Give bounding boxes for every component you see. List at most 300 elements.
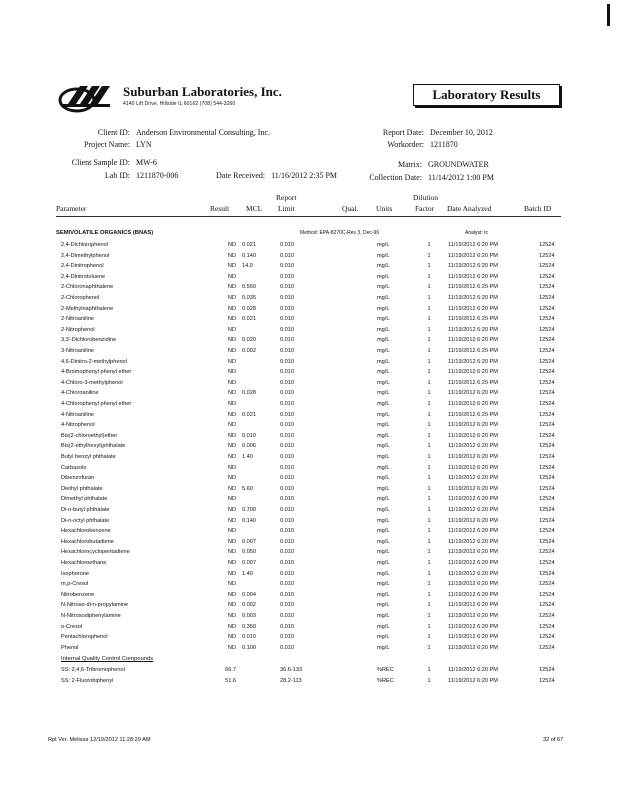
parameter-cell: Bis(2-chloroethyl)ether: [61, 432, 118, 439]
date-analyzed-cell: 11/19/2012 6:20 PM: [448, 284, 498, 291]
dilution-cell: 1: [427, 284, 431, 291]
table-row: [0, 263, 618, 274]
parameter-cell: 4-Chloro-3-methylphenol: [61, 379, 123, 386]
result-cell: ND: [227, 623, 236, 630]
report-limit-cell: 0.010: [280, 464, 294, 471]
parameter-cell: Carbazole: [61, 464, 87, 471]
dilution-cell: 1: [427, 443, 431, 450]
result-cell: ND: [227, 284, 236, 291]
parameter-cell: Hexachloroethane: [61, 560, 107, 566]
dilution-cell: 1: [427, 549, 431, 556]
dilution-cell: 1: [427, 517, 431, 524]
dilution-cell: 1: [427, 634, 431, 641]
col-dilution-line2: Factor: [415, 204, 435, 213]
date-analyzed-cell: 11/19/2012 6:20 PM: [448, 581, 498, 588]
units-cell: %REC: [377, 677, 394, 684]
units-cell: mg/L: [377, 602, 390, 609]
units-cell: mg/L: [377, 348, 390, 354]
dilution-cell: 1: [427, 507, 431, 513]
col-dilution-line1: Dilution: [413, 193, 439, 202]
collection-date-line: [362, 173, 494, 182]
report-limit-cell: 0.010: [280, 602, 294, 609]
batch-id-cell: 12524: [539, 507, 555, 513]
report-limit-cell: 0.010: [280, 560, 294, 566]
result-cell: 51.6: [225, 677, 236, 684]
batch-id-cell: 12524: [539, 422, 555, 429]
dilution-cell: 1: [427, 242, 431, 248]
table-row: [0, 284, 618, 295]
table-row: [0, 571, 618, 582]
mcl-cell: 0.050: [242, 549, 256, 556]
batch-id-cell: 12524: [539, 348, 555, 354]
table-row: [0, 359, 618, 370]
report-limit-cell: 0.010: [280, 358, 294, 365]
dilution-cell: 1: [427, 273, 431, 280]
result-cell: ND: [227, 528, 236, 535]
result-cell: ND: [227, 273, 236, 280]
units-cell: mg/L: [377, 422, 390, 429]
units-cell: mg/L: [377, 305, 390, 312]
dilution-cell: 1: [427, 316, 431, 323]
result-cell: ND: [227, 443, 236, 450]
units-cell: mg/L: [377, 252, 390, 259]
client-sample-id-line: [54, 158, 157, 167]
dilution-cell: 1: [427, 677, 431, 684]
result-cell: ND: [227, 326, 236, 333]
date-analyzed-cell: 11/19/2012 6:20 PM: [448, 316, 498, 323]
table-row: [0, 475, 618, 486]
units-cell: mg/L: [377, 644, 390, 651]
table-row: [0, 549, 618, 560]
batch-id-cell: 12524: [539, 443, 555, 450]
dilution-cell: 1: [427, 667, 431, 673]
dilution-cell: 1: [427, 401, 431, 407]
table-row: [0, 369, 618, 380]
table-row: [0, 295, 618, 306]
date-analyzed-cell: 11/19/2012 6:20 PM: [448, 485, 498, 492]
date-analyzed-cell: 11/19/2012 6:20 PM: [448, 326, 498, 333]
table-row: [0, 602, 618, 613]
batch-id-cell: 12524: [539, 560, 555, 566]
result-cell: ND: [227, 263, 236, 270]
table-row: [0, 401, 618, 412]
report-limit-cell: 0.010: [280, 496, 294, 503]
result-cell: ND: [227, 475, 236, 482]
date-analyzed-cell: 11/19/2012 6:20 PM: [448, 252, 498, 259]
dilution-cell: 1: [427, 379, 431, 386]
report-limit-cell: 0.010: [280, 411, 294, 418]
project-name-value: LYN: [136, 140, 152, 149]
dilution-cell: 1: [427, 591, 431, 598]
lab-id-label: Lab ID:: [104, 171, 130, 180]
parameter-cell: Diethyl phthalate: [61, 485, 103, 492]
date-analyzed-cell: 11/19/2012 6:20 PM: [448, 623, 498, 630]
units-cell: mg/L: [377, 634, 390, 641]
dilution-cell: 1: [427, 475, 431, 482]
batch-id-cell: 12524: [539, 305, 555, 312]
result-cell: ND: [227, 549, 236, 556]
lab-id-line: [54, 171, 178, 180]
batch-id-cell: 12524: [539, 538, 555, 545]
date-analyzed-cell: 11/19/2012 6:20 PM: [448, 422, 498, 429]
dilution-cell: 1: [427, 348, 431, 354]
date-analyzed-cell: 11/19/2012 6:20 PM: [448, 295, 498, 301]
mcl-cell: 0.004: [242, 591, 256, 598]
date-analyzed-cell: 11/19/2012 6:20 PM: [448, 337, 498, 344]
units-cell: mg/L: [377, 337, 390, 344]
report-limit-cell: 0.010: [280, 295, 294, 301]
date-analyzed-cell: 11/19/2012 6:20 PM: [448, 517, 498, 524]
units-cell: mg/L: [377, 475, 390, 482]
parameter-cell: 2-Nitroaniline: [61, 316, 94, 323]
batch-id-cell: 12524: [539, 284, 555, 291]
parameter-cell: Hexachlorobutadiene: [61, 538, 114, 545]
result-cell: ND: [227, 517, 236, 524]
mcl-cell: 0.021: [242, 242, 256, 248]
table-row: [0, 433, 618, 444]
col-report-limit-line2: Limit: [278, 204, 295, 213]
col-date-analyzed: Date Analyzed: [447, 204, 492, 213]
report-limit-cell: 0.010: [280, 454, 294, 460]
units-cell: mg/L: [377, 538, 390, 545]
report-limit-cell: 0.010: [280, 485, 294, 492]
mcl-cell: 0.002: [242, 348, 256, 354]
parameter-cell: Hexachlorocyclopentadiene: [61, 549, 130, 556]
mcl-cell: 0.007: [242, 538, 256, 545]
mcl-cell: 0.350: [242, 623, 256, 630]
table-row: [0, 678, 618, 689]
result-cell: ND: [227, 613, 236, 619]
dilution-cell: 1: [427, 337, 431, 344]
report-limit-cell: 0.010: [280, 305, 294, 312]
date-analyzed-cell: 11/19/2012 6:20 PM: [448, 443, 498, 450]
dilution-cell: 1: [427, 581, 431, 588]
report-limit-cell: 0.010: [280, 284, 294, 291]
table-row: [0, 443, 618, 454]
units-cell: mg/L: [377, 401, 390, 407]
date-analyzed-cell: 11/19/2012 6:20 PM: [448, 538, 498, 545]
mcl-cell: 0.100: [242, 644, 256, 651]
report-limit-cell: 0.010: [280, 326, 294, 333]
matrix-value: GROUNDWATER: [428, 160, 489, 169]
report-limit-cell: 0.010: [280, 570, 294, 577]
date-analyzed-cell: 11/19/2012 6:20 PM: [448, 528, 498, 535]
mcl-cell: 0.010: [242, 432, 256, 439]
units-cell: mg/L: [377, 295, 390, 301]
project-name-label: Project Name:: [84, 140, 130, 149]
table-row: [0, 613, 618, 624]
units-cell: mg/L: [377, 242, 390, 248]
dilution-cell: 1: [427, 263, 431, 270]
analyst-note: Analyst: tc: [465, 230, 489, 236]
date-analyzed-cell: 11/19/2012 6:20 PM: [448, 496, 498, 503]
parameter-cell: Butyl benzyl phthalate: [61, 454, 116, 460]
parameter-cell: 2-Chlorophenol: [61, 295, 100, 301]
qc-title: Internal Quality Control Compounds: [61, 656, 154, 662]
table-row: [0, 465, 618, 476]
report-limit-cell: 0.010: [280, 337, 294, 344]
date-analyzed-cell: 11/19/2012 6:20 PM: [448, 507, 498, 513]
date-analyzed-cell: 11/19/2012 6:20 PM: [448, 263, 498, 270]
report-limit-cell: 0.010: [280, 348, 294, 354]
report-limit-cell: 36.6-133: [280, 667, 303, 673]
result-cell: ND: [227, 401, 236, 407]
result-cell: ND: [227, 454, 236, 460]
batch-id-cell: 12524: [539, 252, 555, 259]
parameter-cell: 2,4-Dinitrophenol: [61, 263, 104, 270]
result-cell: ND: [227, 644, 236, 651]
workorder-line: [352, 140, 458, 149]
result-cell: ND: [227, 591, 236, 598]
report-limit-cell: 0.010: [280, 644, 294, 651]
report-limit-cell: 0.010: [280, 517, 294, 524]
collection-date-label: Collection Date:: [369, 173, 422, 182]
parameter-cell: Pentachlorophenol: [61, 634, 108, 641]
batch-id-cell: 12524: [539, 316, 555, 323]
table-row: [0, 422, 618, 433]
mcl-cell: 0.007: [242, 560, 256, 566]
units-cell: mg/L: [377, 316, 390, 323]
report-version-footer: Rpt Ver. Melissa 12/10/2012 11:28:29 AM: [48, 737, 151, 743]
date-analyzed-cell: 11/19/2012 6:20 PM: [448, 273, 498, 280]
mcl-cell: 0.006: [242, 443, 256, 450]
result-cell: ND: [227, 316, 236, 323]
section-title: SEMIVOLATILE ORGANICS (BNAS): [56, 230, 154, 236]
units-cell: mg/L: [377, 432, 390, 439]
table-row: [0, 634, 618, 645]
report-limit-cell: 0.010: [280, 252, 294, 259]
report-limit-cell: 0.010: [280, 634, 294, 641]
date-analyzed-cell: 11/19/2012 6:20 PM: [448, 591, 498, 598]
units-cell: mg/L: [377, 507, 390, 513]
result-cell: ND: [227, 348, 236, 354]
table-row: [0, 454, 618, 465]
batch-id-cell: 12524: [539, 369, 555, 376]
parameter-cell: Di-n-octyl phthalate: [61, 517, 110, 524]
parameter-cell: Phenol: [61, 644, 79, 651]
mcl-cell: 0.003: [242, 613, 256, 619]
dilution-cell: 1: [427, 454, 431, 460]
units-cell: mg/L: [377, 549, 390, 556]
table-row: [0, 327, 618, 338]
table-row: [0, 592, 618, 603]
report-limit-cell: 0.010: [280, 613, 294, 619]
parameter-cell: 2,4-Dimethylphenol: [61, 252, 110, 259]
date-analyzed-cell: 11/19/2012 6:20 PM: [448, 667, 498, 673]
batch-id-cell: 12524: [539, 591, 555, 598]
report-limit-cell: 0.010: [280, 263, 294, 270]
result-cell: ND: [227, 560, 236, 566]
parameter-cell: 4,6-Dinitro-2-methylphenol: [61, 358, 127, 365]
units-cell: mg/L: [377, 284, 390, 291]
report-limit-cell: 0.010: [280, 273, 294, 280]
dilution-cell: 1: [427, 570, 431, 577]
parameter-cell: Bis(2-ethylhexyl)phthalate: [61, 443, 126, 450]
units-cell: mg/L: [377, 517, 390, 524]
date-analyzed-cell: 11/19/2012 6:20 PM: [448, 411, 498, 418]
dilution-cell: 1: [427, 432, 431, 439]
date-analyzed-cell: 11/19/2012 6:20 PM: [448, 475, 498, 482]
mcl-cell: 0.021: [242, 411, 256, 418]
report-limit-cell: 0.010: [280, 475, 294, 482]
result-cell: ND: [227, 379, 236, 386]
units-cell: mg/L: [377, 623, 390, 630]
parameter-cell: Dibenzofuran: [61, 475, 95, 482]
report-limit-cell: 0.010: [280, 538, 294, 545]
table-row: [0, 306, 618, 317]
batch-id-cell: 12524: [539, 295, 555, 301]
result-cell: ND: [227, 422, 236, 429]
report-limit-cell: 0.010: [280, 443, 294, 450]
report-limit-cell: 0.010: [280, 528, 294, 535]
dilution-cell: 1: [427, 528, 431, 535]
mcl-cell: 0.020: [242, 337, 256, 344]
date-analyzed-cell: 11/19/2012 6:20 PM: [448, 644, 498, 651]
table-row: [0, 667, 618, 678]
report-limit-cell: 0.010: [280, 581, 294, 588]
date-analyzed-cell: 11/19/2012 6:20 PM: [448, 602, 498, 609]
parameter-cell: 4-Chlorophenyl phenyl ether: [61, 401, 132, 407]
col-parameter: Parameter: [56, 204, 87, 213]
date-analyzed-cell: 11/19/2012 6:20 PM: [448, 454, 498, 460]
mcl-cell: 1.40: [242, 570, 253, 577]
table-row: [0, 645, 618, 656]
result-cell: ND: [227, 581, 236, 588]
units-cell: mg/L: [377, 326, 390, 333]
batch-id-cell: 12524: [539, 432, 555, 439]
date-analyzed-cell: 11/19/2012 6:20 PM: [448, 677, 498, 684]
mcl-cell: 0.700: [242, 507, 256, 513]
report-limit-cell: 0.010: [280, 316, 294, 323]
table-row: [0, 507, 618, 518]
date-analyzed-cell: 11/19/2012 6:20 PM: [448, 401, 498, 407]
report-date-label: Report Date:: [382, 128, 424, 137]
date-analyzed-cell: 11/19/2012 6:20 PM: [448, 560, 498, 566]
units-cell: mg/L: [377, 411, 390, 418]
table-row: [0, 539, 618, 550]
batch-id-cell: 12524: [539, 613, 555, 619]
units-cell: mg/L: [377, 570, 390, 577]
report-limit-cell: 0.010: [280, 390, 294, 397]
batch-id-cell: 12524: [539, 390, 555, 397]
dilution-cell: 1: [427, 326, 431, 333]
date-analyzed-cell: 11/19/2012 6:20 PM: [448, 549, 498, 556]
parameter-cell: m,p-Cresol: [61, 581, 89, 588]
batch-id-cell: 12524: [539, 667, 555, 673]
units-cell: mg/L: [377, 263, 390, 270]
header-rule: [56, 216, 561, 217]
batch-id-cell: 12524: [539, 464, 555, 471]
scan-mark: [607, 4, 610, 26]
units-cell: mg/L: [377, 591, 390, 598]
report-limit-cell: 0.010: [280, 591, 294, 598]
mcl-cell: 0.028: [242, 390, 256, 397]
client-id-value: Anderson Environmental Consulting, Inc.: [136, 128, 270, 137]
result-cell: ND: [227, 358, 236, 365]
report-limit-cell: 0.010: [280, 549, 294, 556]
result-cell: ND: [227, 538, 236, 545]
units-cell: mg/L: [377, 485, 390, 492]
mcl-cell: 0.140: [242, 252, 256, 259]
date-analyzed-cell: 11/19/2012 6:20 PM: [448, 348, 498, 354]
batch-id-cell: 12524: [539, 677, 555, 684]
batch-id-cell: 12524: [539, 358, 555, 365]
units-cell: mg/L: [377, 443, 390, 450]
batch-id-cell: 12524: [539, 401, 555, 407]
report-limit-cell: 0.010: [280, 379, 294, 386]
date-analyzed-cell: 11/19/2012 6:20 PM: [448, 613, 498, 619]
batch-id-cell: 12524: [539, 602, 555, 609]
mcl-cell: 0.560: [242, 284, 256, 291]
parameter-cell: N-Nitroso-di-n-propylamine: [61, 602, 129, 609]
client-id-label: Client ID:: [97, 128, 130, 137]
batch-id-cell: 12524: [539, 242, 555, 248]
units-cell: mg/L: [377, 496, 390, 503]
parameter-cell: 4-Nitroaniline: [61, 411, 94, 418]
table-row: [0, 496, 618, 507]
table-row: [0, 348, 618, 359]
parameter-cell: 4-Nitrophenol: [61, 422, 95, 429]
units-cell: mg/L: [377, 358, 390, 365]
col-units: Units: [376, 204, 393, 213]
parameter-cell: 2,4-Dinitrotoluene: [61, 273, 106, 280]
dilution-cell: 1: [427, 252, 431, 259]
batch-id-cell: 12524: [539, 273, 555, 280]
method-note: Method: EPA-8270C-Rev 3, Dec-96: [300, 230, 380, 236]
mcl-cell: 1.40: [242, 454, 253, 460]
parameter-cell: N-Nitrosodiphenylamine: [61, 613, 121, 619]
parameter-cell: Dimethyl phthalate: [61, 496, 108, 503]
mcl-cell: 0.035: [242, 295, 256, 301]
dilution-cell: 1: [427, 644, 431, 651]
parameter-cell: SS: 2-Fluorobiphenyl: [61, 677, 114, 684]
report-date-value: December 10, 2012: [430, 128, 493, 137]
date-analyzed-cell: 11/19/2012 6:20 PM: [448, 242, 498, 248]
parameter-cell: 4-Bromophenyl phenyl ether: [61, 369, 132, 376]
mcl-cell: 0.002: [242, 602, 256, 609]
result-cell: ND: [227, 570, 236, 577]
dilution-cell: 1: [427, 560, 431, 566]
units-cell: mg/L: [377, 464, 390, 471]
result-cell: ND: [227, 252, 236, 259]
units-cell: mg/L: [377, 613, 390, 619]
parameter-cell: 2,4-Dichlorophenol: [61, 242, 108, 248]
company-name: Suburban Laboratories, Inc.: [123, 84, 282, 99]
table-row: [0, 274, 618, 285]
batch-id-cell: 12524: [539, 517, 555, 524]
batch-id-cell: 12524: [539, 337, 555, 344]
batch-id-cell: 12524: [539, 326, 555, 333]
report-limit-cell: 0.010: [280, 432, 294, 439]
company-logo: [58, 80, 112, 114]
result-cell: ND: [227, 295, 236, 301]
units-cell: %REC: [377, 667, 394, 673]
report-date-line: [352, 128, 493, 137]
result-cell: ND: [227, 634, 236, 641]
units-cell: mg/L: [377, 369, 390, 376]
batch-id-cell: 12524: [539, 644, 555, 651]
batch-id-cell: 12524: [539, 379, 555, 386]
parameter-cell: 3-Nitroaniline: [61, 348, 94, 354]
date-analyzed-cell: 11/19/2012 6:20 PM: [448, 305, 498, 312]
table-row: [0, 390, 618, 401]
table-row: [0, 528, 618, 539]
dilution-cell: 1: [427, 623, 431, 630]
date-analyzed-cell: 11/19/2012 6:20 PM: [448, 570, 498, 577]
report-title: Laboratory Results: [413, 84, 560, 106]
units-cell: mg/L: [377, 390, 390, 397]
batch-id-cell: 12524: [539, 549, 555, 556]
